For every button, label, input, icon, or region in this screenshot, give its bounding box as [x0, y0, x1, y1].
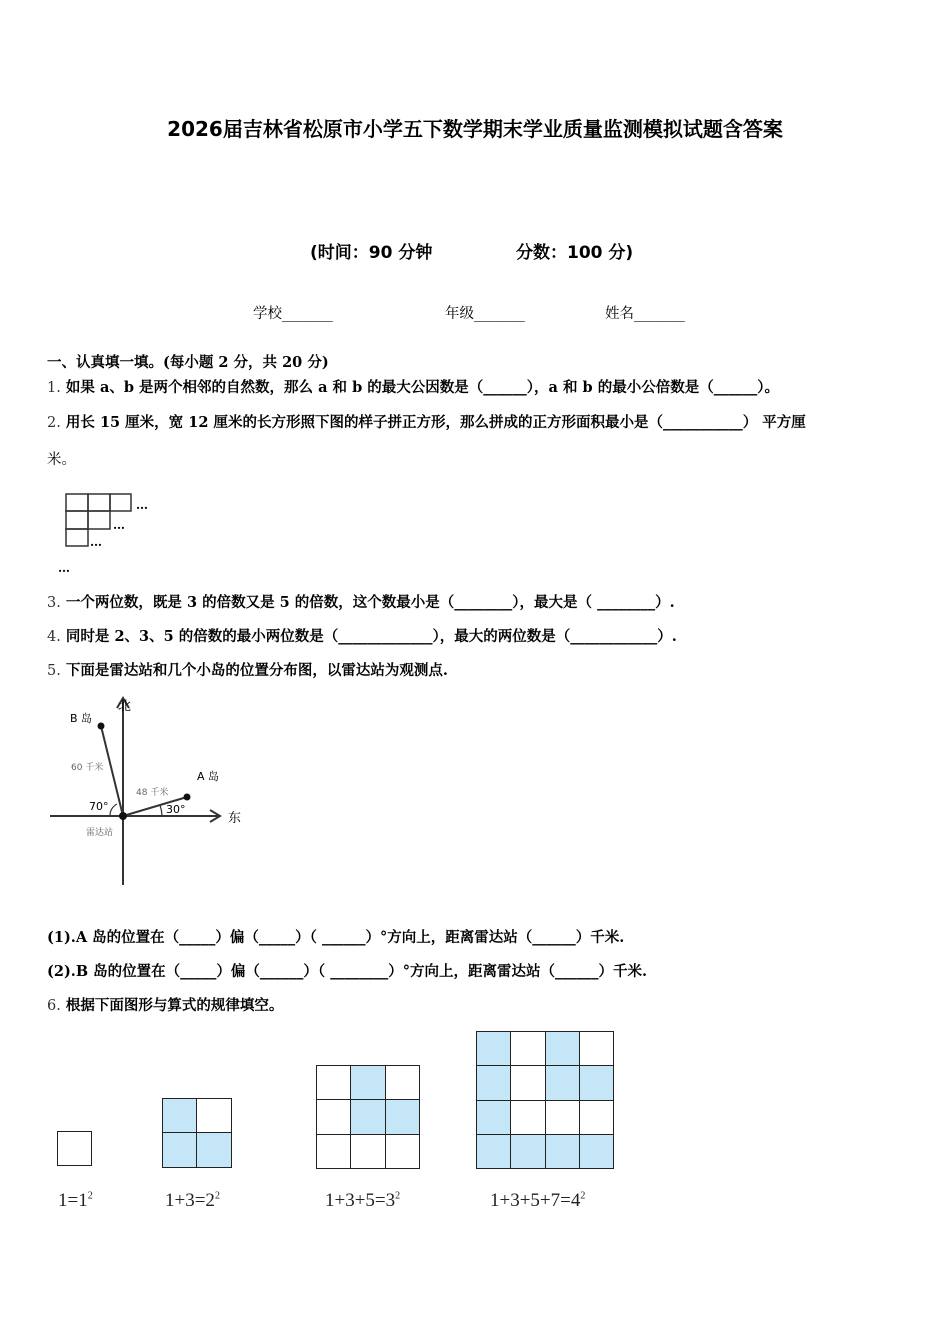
formula-4 [490, 1190, 585, 1212]
document-title: 2026届吉林省松原市小学五下数学期末学业质量监测模拟试题含答案 [167, 117, 783, 141]
shaded-cell [545, 1134, 579, 1168]
question-6 [47, 994, 283, 1015]
a-island-point [184, 794, 191, 801]
name-field: 姓名_______ [605, 306, 685, 322]
formula-exponent: 2 [395, 1190, 401, 1202]
grid-cell [511, 1100, 545, 1134]
b-angle-label: 70° [89, 800, 109, 813]
radar-station-point [119, 812, 127, 820]
ellipsis: … [58, 561, 70, 575]
question-3 [47, 591, 675, 612]
grid-cell [545, 1100, 579, 1134]
formula-text: 1+3+5+7=4 [490, 1190, 581, 1211]
grid-cell [317, 1134, 351, 1168]
shaded-cell [477, 1066, 511, 1100]
question-text: 用长 15 厘米，宽 12 厘米的长方形照下图的样子拼正方形，那么拼成的正方形面积最小是（___________） 平方厘 [65, 414, 806, 431]
formula-text: 1+3=2 [165, 1190, 215, 1211]
shaded-cell [477, 1032, 511, 1066]
exam-time: (时间：90 分钟 [310, 243, 433, 263]
exam-score: 分数：100 分) [516, 243, 634, 263]
shaded-cell [511, 1134, 545, 1168]
question-number: 1. [47, 380, 61, 396]
grid-cell [385, 1066, 419, 1100]
question-text: 下面是雷达站和几个小岛的位置分布图，以雷达站为观测点. [65, 662, 448, 679]
question-1 [47, 376, 779, 397]
a-angle-label: 30° [166, 803, 186, 816]
grid-cell [511, 1032, 545, 1066]
question-5-part-1: (1).A 岛的位置在（_____）偏（_____）（ ______）°方向上，距离雷达站（______）千米. [47, 929, 625, 946]
ellipsis: … [90, 535, 102, 549]
question-text: 一个两位数，既是 3 的倍数又是 5 的倍数，这个数最小是（________），最大是（ ________）. [65, 594, 675, 611]
grid-cell [197, 1099, 231, 1133]
shaded-cell [477, 1134, 511, 1168]
question-number: 2. [47, 415, 61, 431]
formula-text: 1=1 [58, 1190, 88, 1211]
grid-cell [351, 1134, 385, 1168]
question-number: 5. [47, 663, 61, 679]
a-distance-label: 48 千米 [136, 788, 169, 798]
question-number: 6. [47, 998, 61, 1014]
grid-cell [579, 1032, 613, 1066]
b-island-label: B 岛 [70, 712, 93, 725]
formula-exponent: 2 [580, 1190, 586, 1202]
grid-cell [58, 1132, 92, 1166]
shaded-cell [163, 1133, 197, 1167]
shaded-cell [351, 1100, 385, 1134]
section-heading: 一、认真填一填。(每小题 2 分，共 20 分) [47, 354, 329, 371]
rectangle-staircase-figure [40, 480, 200, 580]
north-label: 北 [118, 699, 132, 714]
grid-cell [317, 1100, 351, 1134]
shaded-cell [545, 1032, 579, 1066]
grid-cell [317, 1066, 351, 1100]
square-grid-3 [316, 1065, 420, 1169]
b-island-point [98, 723, 105, 730]
question-5 [47, 659, 448, 680]
formula-3 [325, 1190, 400, 1212]
formula-exponent: 2 [214, 1190, 220, 1202]
formula-text: 1+3+5=3 [325, 1190, 396, 1211]
grid-cell [511, 1066, 545, 1100]
shaded-cell [477, 1100, 511, 1134]
shaded-cell [351, 1066, 385, 1100]
ellipsis: … [113, 518, 125, 532]
question-5-part-2: (2).B 岛的位置在（_____）偏（______）（ ________）°方向上，距离雷达站（______）千米. [47, 963, 648, 980]
grid-cell [385, 1134, 419, 1168]
a-island-label: A 岛 [197, 770, 220, 783]
question-4 [47, 625, 677, 646]
formula-2 [165, 1190, 220, 1212]
radar-map-diagram [40, 690, 260, 890]
question-number: 4. [47, 629, 61, 645]
shaded-cell [385, 1100, 419, 1134]
radar-station-label: 雷达站 [86, 828, 114, 838]
shaded-cell [579, 1066, 613, 1100]
question-text: 同时是 2、3、5 的倍数的最小两位数是（_____________），最大的两位数是（____________）. [65, 628, 677, 645]
square-grid-4 [476, 1031, 614, 1169]
question-text: 根据下面图形与算式的规律填空。 [65, 997, 284, 1014]
question-2 [47, 411, 806, 432]
grade-field: 年级_______ [445, 306, 525, 322]
shaded-cell [163, 1099, 197, 1133]
square-grid-1 [57, 1131, 92, 1166]
shaded-cell [197, 1133, 231, 1167]
grid-cell [579, 1100, 613, 1134]
question-number: 3. [47, 595, 61, 611]
question-2-continued: 米。 [47, 452, 76, 468]
formula-exponent: 2 [87, 1190, 93, 1202]
ellipsis: … [136, 498, 148, 512]
formula-1 [58, 1190, 93, 1212]
east-label: 东 [228, 811, 242, 826]
b-distance-label: 60 千米 [71, 763, 104, 773]
shaded-cell [545, 1066, 579, 1100]
square-grid-2 [162, 1098, 232, 1168]
school-field: 学校_______ [253, 306, 333, 322]
shaded-cell [579, 1134, 613, 1168]
question-text: 如果 a、b 是两个相邻的自然数，那么 a 和 b 的最大公因数是（______），a 和 b 的最小公倍数是（______）。 [65, 379, 779, 396]
